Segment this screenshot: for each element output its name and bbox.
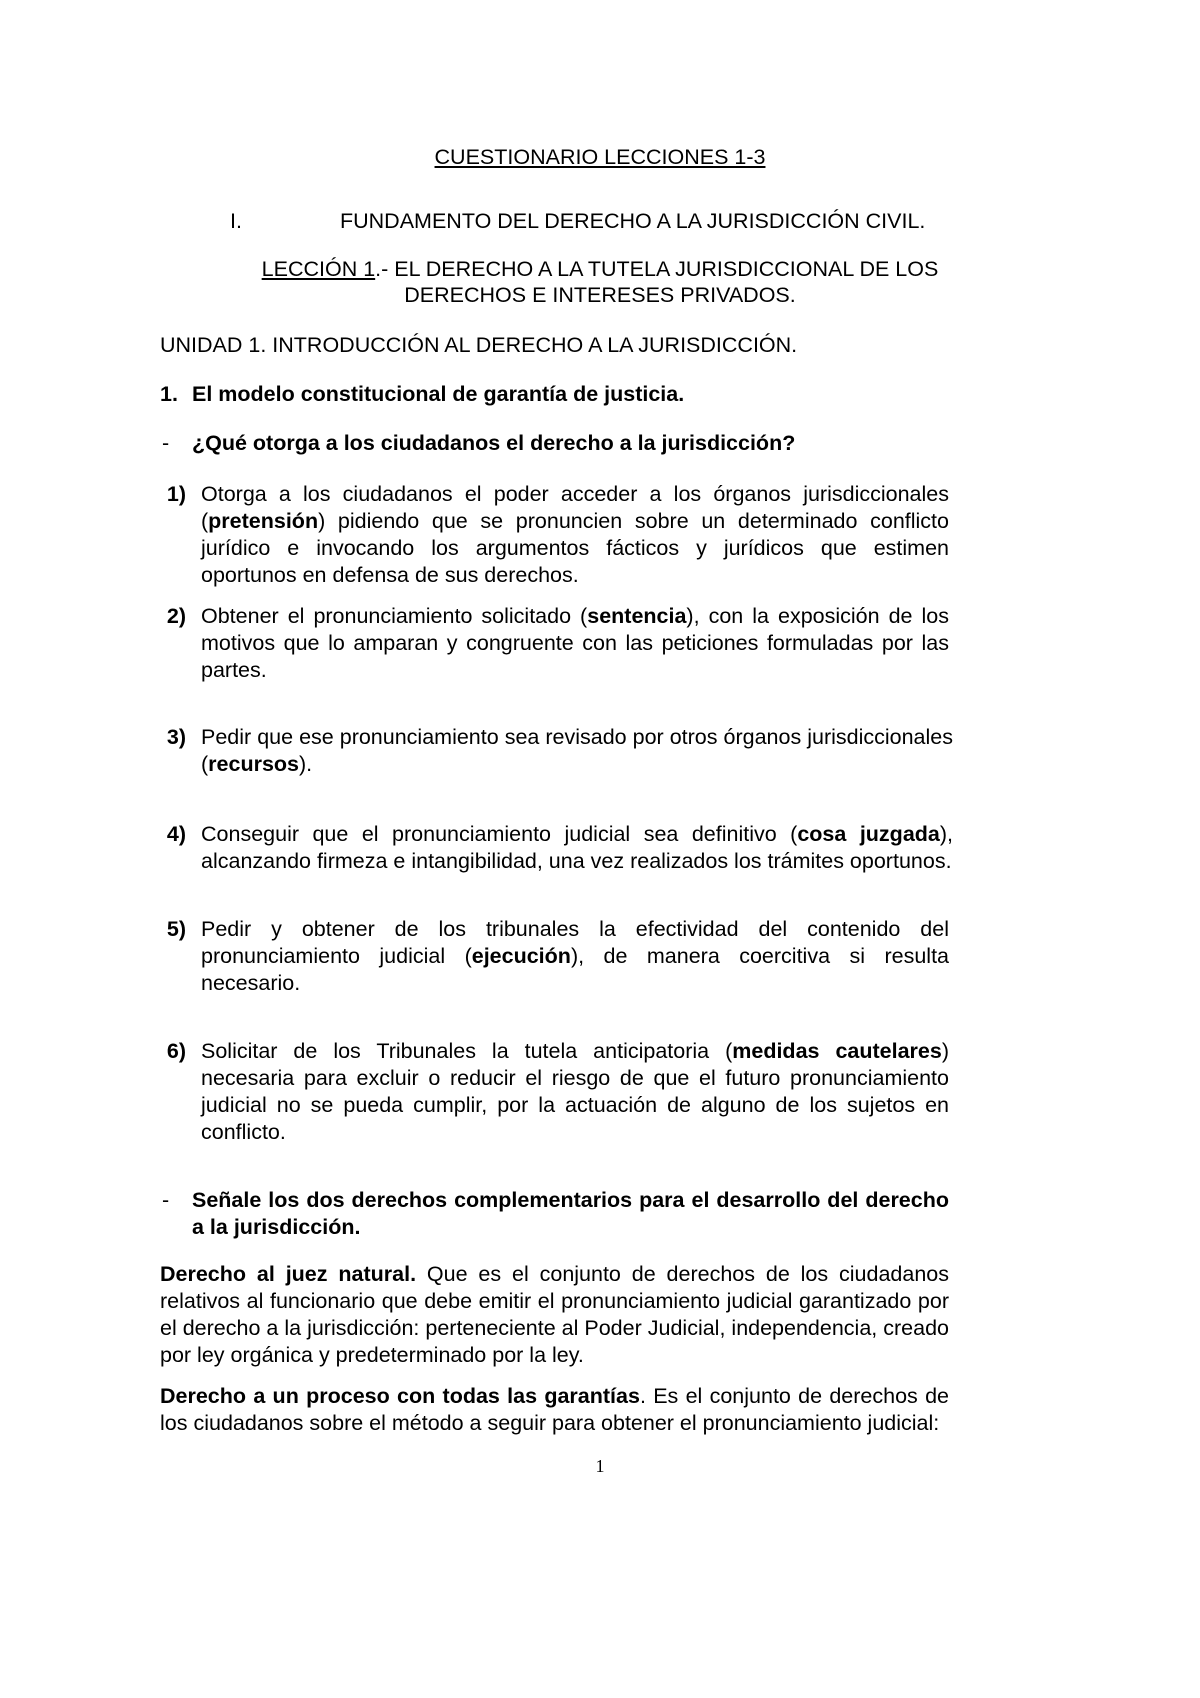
item-number: 5) [166, 917, 186, 941]
paragraph-lead: Derecho al juez natural. [160, 1262, 417, 1286]
list-item: Conseguir que el pronunciamiento judicial sea definitivo (cosa juzgada), alcanzando firmeza e intangibilidad, una vez realizados los trámites oportunos. [201, 822, 954, 873]
item-keyword: cosa juzgada [797, 822, 940, 846]
section-roman-numeral: I. [230, 209, 242, 233]
list-item: Pedir y obtener de los tribunales la efectividad del contenido del pronunciamiento judicial (ejecución), de manera coercitiva si resulta necesario. [201, 917, 949, 995]
lesson-heading-line1 [0, 256, 1200, 283]
body-paragraph: Derecho a un proceso con todas las garantías. Es el conjunto de derechos de los ciudadanos sobre el método a seguir para obtener el pronunciamiento judicial: [160, 1384, 949, 1435]
item-keyword: medidas cautelares [732, 1039, 942, 1063]
lesson-heading-rest: .- EL DERECHO A LA TUTELA JURISDICCIONAL DE LOS [375, 257, 939, 281]
section-heading: FUNDAMENTO DEL DERECHO A LA JURISDICCIÓN CIVIL. [340, 209, 926, 233]
question-dash: - [162, 1188, 170, 1212]
list-item: Obtener el pronunciamiento solicitado (sentencia), con la exposición de los motivos que lo amparan y congruente con las peticiones formuladas por las partes. [201, 604, 949, 682]
paragraph-lead: Derecho a un proceso con todas las garantías [160, 1384, 640, 1408]
item-number: 3) [166, 725, 186, 749]
unit-heading: UNIDAD 1. INTRODUCCIÓN AL DERECHO A LA JURISDICCIÓN. [160, 333, 798, 357]
item-keyword: recursos [208, 752, 300, 776]
document-title: CUESTIONARIO LECCIONES 1-3 [434, 145, 766, 169]
list-item: Pedir que ese pronunciamiento sea revisado por otros órganos jurisdiccionales (recursos). [201, 725, 953, 776]
body-paragraph: Derecho al juez natural. Que es el conjunto de derechos de los ciudadanos relativos al funcionario que debe emitir el pronunciamiento judicial garantizado por el derecho a la jurisdicción: perteneciente al Poder Judicial, independencia, creado por ley orgánica y predeterminado por la ley. [160, 1262, 949, 1367]
heading-text: El modelo constitucional de garantía de justicia. [192, 382, 685, 406]
item-keyword: pretensión [208, 509, 319, 533]
page-number: 1 [595, 1456, 605, 1476]
list-item: Solicitar de los Tribunales la tutela anticipatoria (medidas cautelares) necesaria para excluir o reducir el riesgo de que el futuro pronunciamiento judicial no se pueda cumplir, por la actuación de alguno de los sujetos en conflicto. [201, 1039, 949, 1144]
item-keyword: ejecución [471, 944, 571, 968]
heading-number: 1. [160, 382, 178, 406]
question-text: ¿Qué otorga a los ciudadanos el derecho a la jurisdicción? [192, 431, 796, 455]
lesson-label: LECCIÓN 1 [261, 257, 376, 281]
question-dash: - [162, 431, 170, 455]
item-keyword: sentencia [587, 604, 687, 628]
item-number: 1) [166, 482, 186, 506]
list-item: Otorga a los ciudadanos el poder acceder a los órganos jurisdiccionales (pretensión) pidiendo que se pronuncien sobre un determinado conflicto jurídico e invocando los argumentos fácticos y jurídicos que estimen oportunos en defensa de sus derechos. [201, 482, 949, 587]
lesson-heading-line2: DERECHOS E INTERESES PRIVADOS. [404, 283, 796, 307]
item-number: 6) [166, 1039, 186, 1063]
item-number: 2) [166, 604, 186, 628]
question-text: Señale los dos derechos complementarios para el desarrollo del derecho a la jurisdicción. [192, 1188, 949, 1239]
item-number: 4) [166, 822, 186, 846]
